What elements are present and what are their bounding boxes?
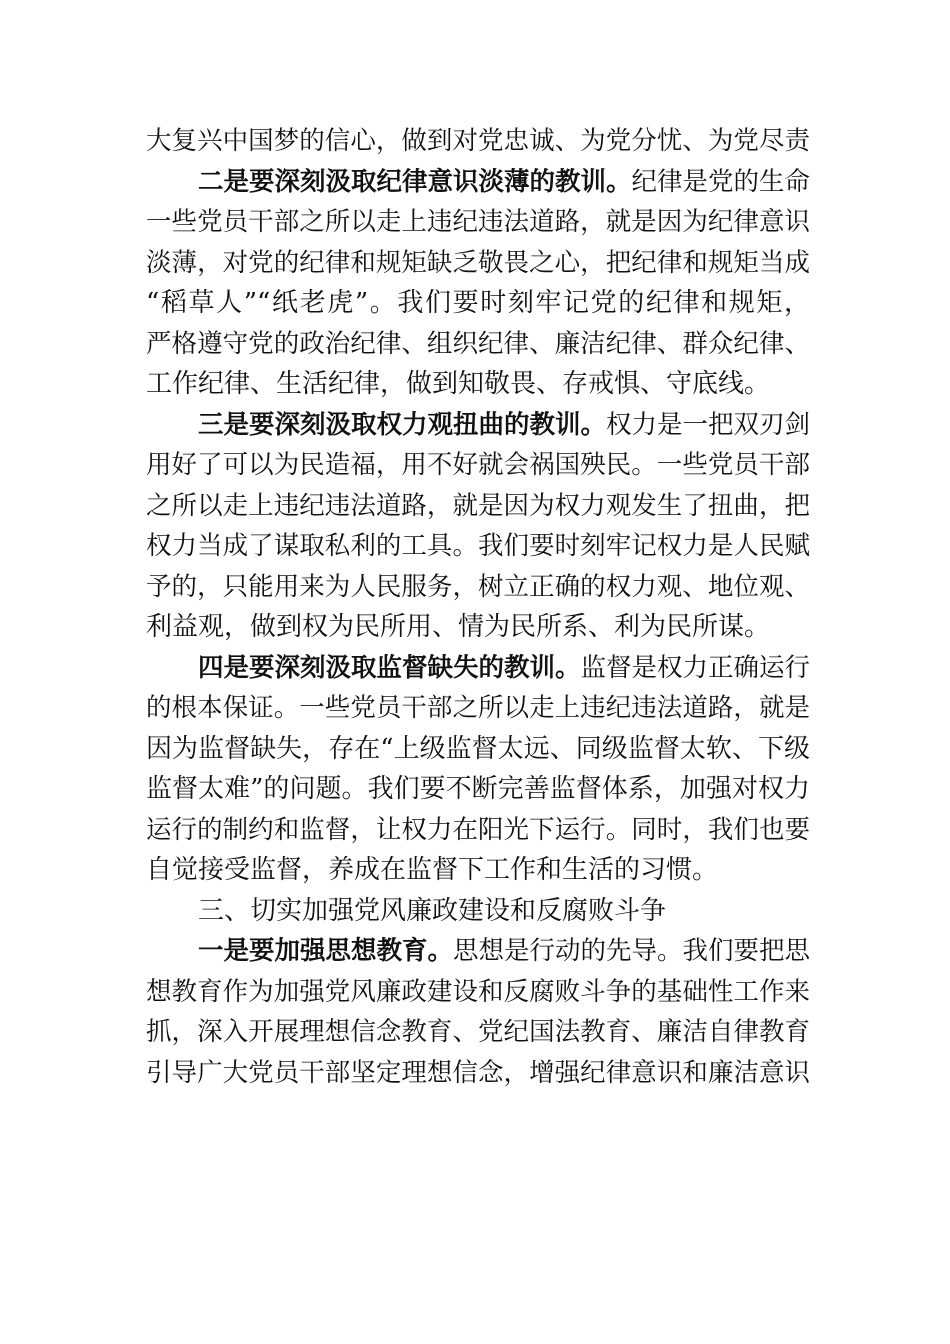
text-line: 的根本保证。一些党员干部之所以走上违纪违法道路，就是	[146, 693, 810, 723]
text-line: 用好了可以为民造福，用不好就会祸国殃民。一些党员干部	[146, 450, 810, 480]
paragraph-lead: 二是要深刻汲取纪律意识淡薄的教训。	[198, 166, 632, 197]
text-line: 权力当成了谋取私利的工具。我们要时刻牢记权力是人民赋	[146, 531, 810, 561]
paragraph-first-line	[146, 648, 810, 689]
text-line: 运行的制约和监督，让权力在阳光下运行。同时，我们也要	[146, 814, 810, 845]
text-line: 自觉接受监督，养成在监督下工作和生活的习惯。	[146, 855, 719, 885]
text-line: 严格遵守党的政治纪律、组织纪律、廉洁纪律、群众纪律、	[146, 328, 810, 359]
text-line: 工作纪律、生活纪律，做到知敬畏、存戒惧、守底线。	[146, 369, 771, 399]
text-line: 引导广大党员干部坚定理想信念，增强纪律意识和廉洁意识	[146, 1057, 810, 1088]
text-line: 抓，深入开展理想信念教育、党纪国法教育、廉洁自律教育	[146, 1017, 810, 1047]
text-line: 监督太难”的问题。我们要不断完善监督体系，加强对权力	[146, 774, 810, 804]
paragraph-first-rest: 监督是权力正确运行	[580, 652, 810, 683]
paragraph-first-line	[146, 931, 810, 972]
paragraph-first-rest: 权力是一把双刃剑	[606, 409, 810, 440]
paragraph-first-rest: 思想是行动的先导。我们要把思	[453, 936, 810, 966]
text-line: “稻草人”“纸老虎”。我们要时刻牢记党的纪律和规矩，	[146, 288, 810, 318]
text-line: 之所以走上违纪违法道路，就是因为权力观发生了扭曲，把	[146, 490, 810, 521]
paragraph-first-rest: 纪律是党的生命	[631, 166, 810, 197]
paragraph-lead: 三是要深刻汲取权力观扭曲的教训。	[198, 409, 607, 440]
paragraph-lead: 一是要加强思想教育。	[198, 936, 454, 966]
section-heading: 三、切实加强党风廉政建设和反腐败斗争	[198, 895, 667, 926]
paragraph-first-line	[146, 405, 810, 446]
text-line: 想教育作为加强党风廉政建设和反腐败斗争的基础性工作来	[146, 976, 810, 1007]
text-line: 一些党员干部之所以走上违纪违法道路，就是因为纪律意识	[146, 207, 810, 237]
paragraph-lead: 四是要深刻汲取监督缺失的教训。	[198, 652, 581, 683]
text-line: 大复兴中国梦的信心，做到对党忠诚、为党分忧、为党尽责	[146, 126, 810, 156]
text-line: 予的，只能用来为人民服务，树立正确的权力观、地位观、	[146, 571, 810, 602]
document-body	[146, 121, 810, 1093]
text-line: 因为监督缺失，存在“上级监督太远、同级监督太软、下级	[146, 733, 810, 764]
text-line: 淡薄，对党的纪律和规矩缺乏敬畏之心，把纪律和规矩当成	[146, 247, 810, 278]
text-line: 利益观，做到权为民所用、情为民所系、利为民所谋。	[146, 612, 771, 642]
paragraph-first-line	[146, 162, 810, 203]
